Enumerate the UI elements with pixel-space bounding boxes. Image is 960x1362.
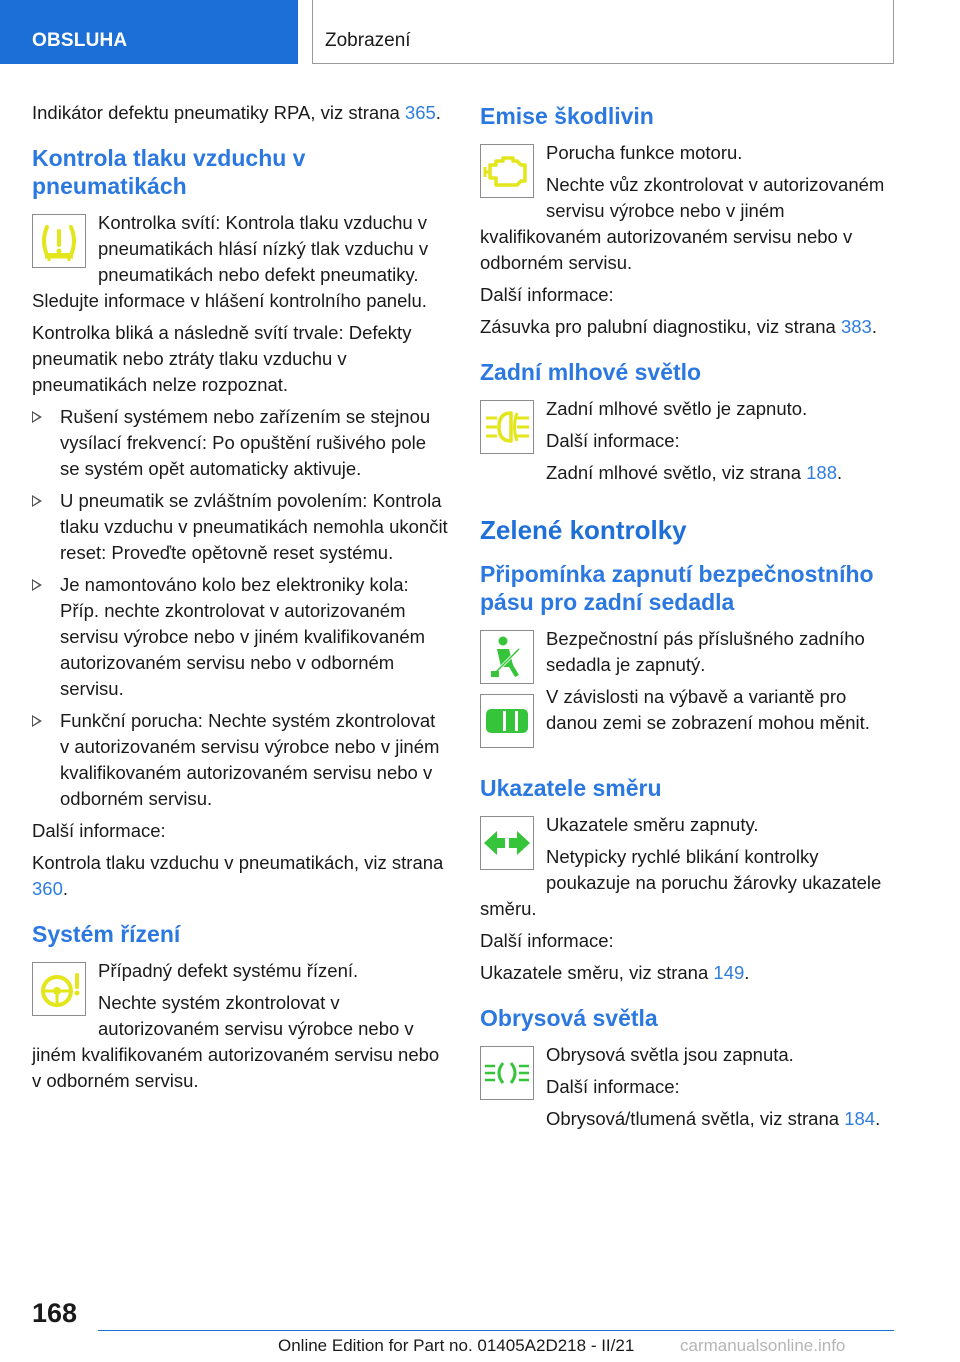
tire-pressure-heading: Kontrola tlaku vzduchu v pneumatikách	[32, 145, 306, 199]
turn-more-label: Další informace:	[480, 930, 614, 951]
steering-p1: Případný defekt systému řízení.	[98, 960, 359, 981]
turn-reference: Ukazatele směru, viz strana 149.	[480, 962, 750, 983]
watermark: carmanualsonline.info	[680, 1336, 846, 1355]
triangle-bullet-icon	[32, 495, 42, 507]
tire-bullet-list	[32, 404, 448, 812]
page-link-184[interactable]: 184	[844, 1108, 876, 1129]
turn-signal-arrows-icon	[480, 816, 534, 870]
emissions-p1: Porucha funkce motoru.	[546, 142, 743, 163]
fog-more-label: Další informace:	[546, 430, 680, 451]
right-column	[480, 100, 896, 1138]
parking-more-label: Další informace:	[546, 1076, 680, 1097]
tire-pressure-icon	[32, 214, 86, 268]
rear-fog-light-icon	[480, 400, 534, 454]
list-item: Funkční porucha: Nechte systém zkontrolovat v autorizovaném servisu výrobce nebo v jiném kvalifikovaném autorizovaném servisu nebo v odborném servisu.	[32, 708, 448, 812]
parking-lights-icon	[480, 1046, 534, 1100]
steering-p2: Nechte systém zkontrolovat v autorizovaném servisu výrobce nebo v jiném kvalifikovaném autorizovaném servisu nebo v odborném servisu.	[32, 992, 440, 1091]
parking-p1: Obrysová světla jsou zapnuta.	[546, 1044, 794, 1065]
engine-check-icon	[480, 144, 534, 198]
chapter-box	[312, 0, 894, 64]
tire-more-label: Další informace:	[32, 820, 166, 841]
tire-p1: Kontrolka svítí: Kontrola tlaku vzduchu v pneumatikách hlásí nízký tlak vzduchu v pneumatikách nebo defekt pneumatiky. Sledujte informace v hlášení kontrolního panelu.	[32, 212, 429, 311]
footer-rule	[98, 1330, 894, 1331]
fog-reference: Zadní mlhové světlo, viz strana 188.	[546, 462, 843, 483]
turn-signals-heading: Ukazatele směru	[480, 775, 662, 801]
turn-p1: Ukazatele směru zapnuty.	[546, 814, 759, 835]
page-link-365[interactable]: 365	[404, 102, 436, 123]
seatbelt-icon	[480, 630, 534, 684]
parking-reference: Obrysová/tlumená světla, viz strana 184.	[546, 1108, 881, 1129]
triangle-bullet-icon	[32, 715, 42, 727]
edition-line: Online Edition for Part no. 01405A2D218 - II/21	[278, 1336, 635, 1355]
emissions-more-label: Další informace:	[480, 284, 614, 305]
parking-lights-heading: Obrysová světla	[480, 1005, 658, 1031]
seatbelt-icons	[480, 626, 546, 748]
list-item: U pneumatik se zvláštním povolením: Kontrola tlaku vzduchu v pneumatikách nemohla ukončit reset: Proveďte opětovně reset systému.	[32, 488, 448, 566]
emissions-reference: Zásuvka pro palubní diagnostiku, viz strana 383.	[480, 316, 877, 337]
page-link-188[interactable]: 188	[806, 462, 838, 483]
tire-p2: Kontrolka bliká a následně svítí trvale: Defekty pneumatik nebo ztráty tlaku vzduchu v pneumatikách nelze rozpoznat.	[32, 322, 412, 395]
parking-lights-text	[480, 1042, 896, 1132]
page-number: 168	[32, 1298, 78, 1328]
rpa-intro: Indikátor defektu pneumatiky RPA, viz strana 365.	[32, 102, 441, 123]
green-lights-title: Zelené kontrolky	[480, 515, 687, 545]
belt-p2: V závislosti na výbavě a variantě pro danou zemi se zobrazení mohou měnit.	[546, 686, 870, 733]
page-link-149[interactable]: 149	[713, 962, 745, 983]
rear-fog-text	[480, 396, 896, 486]
section-tab	[0, 0, 298, 64]
emissions-p2: Nechte vůz zkontrolovat v autorizovaném servisu výrobce nebo v jiném kvalifikovaném autorizovaném servisu nebo v odborném servisu.	[480, 174, 885, 273]
steering-heading: Systém řízení	[32, 921, 181, 947]
section-label: OBSLUHA	[32, 30, 128, 51]
tire-reference: Kontrola tlaku vzduchu v pneumatikách, viz strana 360.	[32, 852, 444, 899]
page-link-383[interactable]: 383	[840, 316, 872, 337]
triangle-bullet-icon	[32, 411, 42, 423]
fog-p1: Zadní mlhové světlo je zapnuto.	[546, 398, 808, 419]
triangle-bullet-icon	[32, 579, 42, 591]
list-item: Rušení systémem nebo zařízením se stejnou vysílací frekvencí: Po opuštění rušivého pole se systém opět automaticky aktivuje.	[32, 404, 448, 482]
chapter-label: Zobrazení	[325, 30, 411, 51]
left-column	[32, 100, 448, 1100]
page-link-360[interactable]: 360	[32, 878, 63, 899]
belt-p1: Bezpečnostní pás příslušného zadního sedadla je zapnutý.	[546, 628, 865, 675]
emissions-heading: Emise škodlivin	[480, 103, 654, 129]
seatbelt-heading: Připomínka zapnutí bezpečnostního pásu pro zadní sedadla	[480, 561, 874, 615]
list-item: Je namontováno kolo bez elektroniky kola: Příp. nechte zkontrolovat v autorizovaném servisu výrobce nebo v jiném kvalifikovaném autorizovaném servisu nebo v odborném servisu.	[32, 572, 448, 702]
turn-p2: Netypicky rychlé blikání kontrolky poukazuje na poruchu žárovky ukazatele směru.	[480, 846, 882, 919]
rear-seats-status-icon	[480, 694, 534, 748]
rear-fog-heading: Zadní mlhové světlo	[480, 359, 702, 385]
steering-warning-icon	[32, 962, 86, 1016]
